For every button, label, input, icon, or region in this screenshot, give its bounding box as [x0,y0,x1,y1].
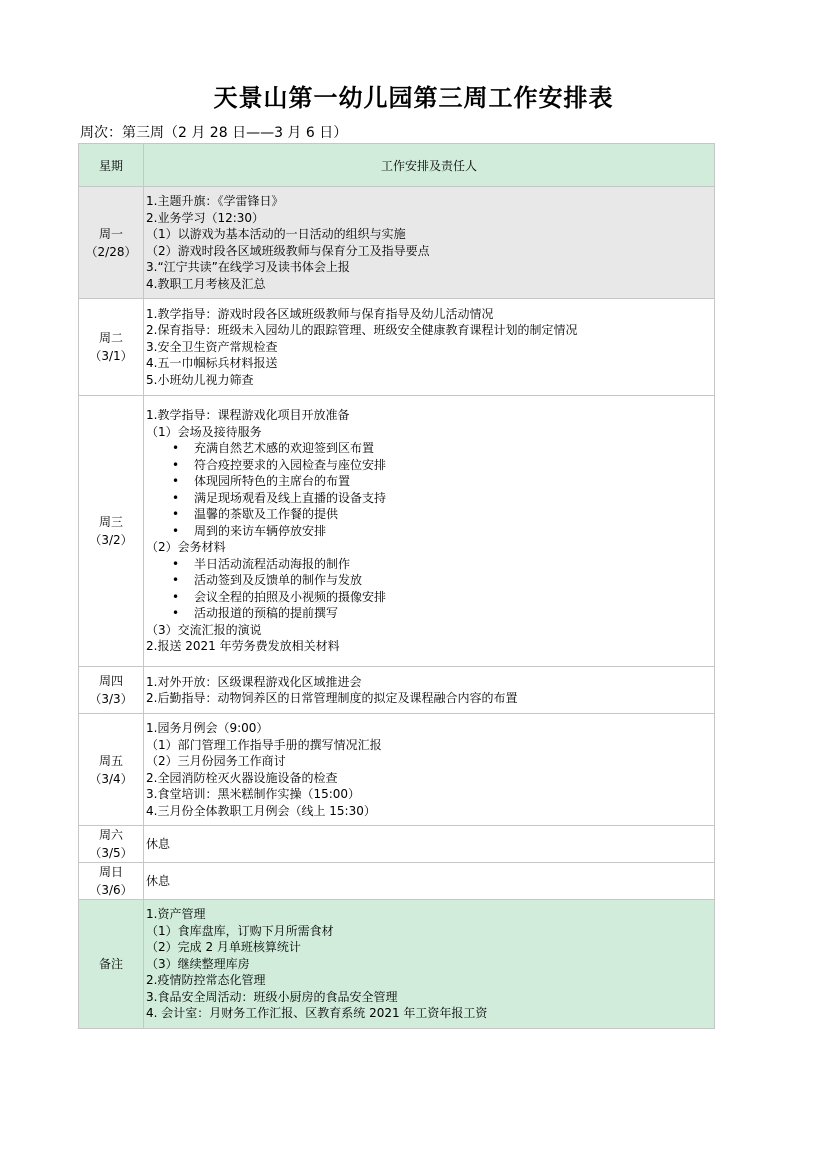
content-line: 4.三月份全体教职工月例会（线上 15:30） [146,803,376,818]
bullet-dot-icon: • [172,490,180,505]
day-label: 周四 [98,674,123,688]
day-label: 周五 [98,753,123,768]
day-date: （2/28） [85,244,137,259]
notes-line: （1）食库盘库，订购下月所需食材 [146,923,334,938]
bullet-item [146,572,711,589]
content-line: 4.五一巾帼标兵材料报送 [146,356,278,371]
day-cell [79,667,144,714]
notes-line: 1.资产管理 [146,907,206,921]
day-date: （3/4） [89,771,133,786]
day-date: （3/2） [89,533,133,547]
bullet-text: 体现园所特色的主席台的布置 [194,474,351,489]
content-line: 2.全园消防栓灭火器设施设备的检查 [146,770,338,785]
bullet-text: 充满自然艺术感的欢迎签到区布置 [194,441,375,456]
notes-line: 2.疫情防控常态化管理 [146,973,266,987]
content-cell [144,299,715,396]
content-line: 2.业务学习（12:30） [146,210,265,225]
day-date: （3/3） [89,692,133,706]
bullet-text: 半日活动流程活动海报的制作 [194,556,351,571]
bullet-text: 周到的来访车辆停放安排 [194,523,327,538]
bullet-text: 温馨的茶歇及工作餐的提供 [194,507,339,522]
content-line: （2）三月份园务工作商讨 [146,754,286,768]
bullet-text: 符合疫控要求的入园检查与座位安排 [194,457,387,472]
content-line: （3）交流汇报的演说 [146,622,262,637]
day-cell [79,396,144,667]
bullet-dot-icon: • [172,606,180,621]
row-sunday [79,863,715,900]
bullet-dot-icon: • [172,507,180,522]
day-cell [79,714,144,826]
bullet-item [146,473,711,490]
content-line: 休息 [146,873,171,888]
content-cell [144,714,715,826]
row-notes [79,900,715,1029]
content-line: 5.小班幼儿视力筛查 [146,372,254,387]
row-wednesday [79,396,715,667]
notes-line: （3）继续整理库房 [146,956,250,971]
notes-content-cell [144,900,715,1029]
bullet-dot-icon: • [172,474,180,489]
content-line: （1）会场及接待服务 [146,424,262,439]
day-cell [79,299,144,396]
row-monday [79,187,715,299]
bullet-item [146,605,711,622]
day-date: （3/6） [89,883,133,897]
bullet-text: 活动报道的预稿的提前撰写 [194,606,339,621]
bullet-dot-icon: • [172,441,180,456]
content-cell [144,863,715,900]
bullet-text: 活动签到及反馈单的制作与发放 [194,573,363,588]
notes-line: （2）完成 2 月单班核算统计 [146,940,301,954]
content-line: 1.园务月例会（9:00） [146,721,269,735]
bullet-dot-icon: • [172,589,180,604]
content-cell [144,667,715,714]
week-info: 周次：第三周（2 月 28 日——3 月 6 日） [80,125,348,141]
content-line: 2.报送 2021 年劳务费发放相关材料 [146,639,340,654]
day-date: （3/5） [89,846,133,860]
content-cell [144,187,715,299]
day-date: （3/1） [89,349,133,363]
bullet-item [146,440,711,457]
notes-line: 3.食品安全周活动：班级小厨房的食品安全管理 [146,989,398,1004]
row-friday [79,714,715,826]
bullet-text: 满足现场观看及线上直播的设备支持 [194,490,387,505]
bullet-item [146,490,711,507]
day-cell [79,187,144,299]
content-cell [144,826,715,863]
day-label: 周一 [98,226,123,241]
day-cell [79,826,144,863]
content-line: 1.教学指导：课程游戏化项目开放准备 [146,408,350,423]
day-label: 周日 [98,865,123,879]
day-cell [79,863,144,900]
content-cell [144,396,715,667]
header-row [79,144,715,187]
content-line: 3.食堂培训：黑米糕制作实操（15:00） [146,787,361,801]
content-line: （2）会务材料 [146,540,226,555]
day-label: 周二 [98,331,123,345]
bullet-item [146,523,711,540]
bullet-item [146,589,711,606]
bullet-item [146,506,711,523]
content-line: （1）以游戏为基本活动的一日活动的组织与实施 [146,227,406,241]
bullet-item [146,457,711,474]
content-line: 2.保育指导：班级未入园幼儿的跟踪管理、班级安全健康教育课程计划的制定情况 [146,323,578,338]
notes-label-cell [79,900,144,1029]
row-saturday [79,826,715,863]
day-label: 周三 [98,515,123,529]
page-title: 天景山第一幼儿园第三周工作安排表 [213,84,614,112]
header-content: 工作安排及责任人 [144,144,715,187]
content-line: 4.教职工月考核及汇总 [146,276,266,291]
content-line: 休息 [146,836,171,851]
day-label: 周六 [98,828,123,842]
bullet-text: 会议全程的拍照及小视频的摄像安排 [194,589,387,604]
bullet-item [146,556,711,573]
row-thursday [79,667,715,714]
bullet-dot-icon: • [172,523,180,538]
content-line: 2.后勤指导：动物饲养区的日常管理制度的拟定及课程融合内容的布置 [146,691,518,705]
content-line: 1.教学指导：游戏时段各区域班级教师与保育指导及幼儿活动情况 [146,306,494,321]
content-line: 1.主题升旗：《学雷锋日》 [146,194,284,208]
notes-line: 4. 会计室：月财务工作汇报、区教育系统 2021 年工资年报工资 [146,1006,488,1020]
content-line: 3.安全卫生资产常规检查 [146,339,278,354]
content-line: 3.“江宁共读”在线学习及读书体会上报 [146,260,350,274]
notes-label: 备注 [98,956,123,971]
header-day: 星期 [79,144,144,187]
bullet-dot-icon: • [172,573,180,588]
bullet-dot-icon: • [172,556,180,571]
content-line: （2）游戏时段各区域班级教师与保育分工及指导要点 [146,243,430,258]
bullet-dot-icon: • [172,457,180,472]
content-line: （1）部门管理工作指导手册的撰写情况汇报 [146,737,382,752]
schedule-table [78,143,715,1029]
row-tuesday [79,299,715,396]
content-line: 1.对外开放：区级课程游戏化区域推进会 [146,674,362,689]
